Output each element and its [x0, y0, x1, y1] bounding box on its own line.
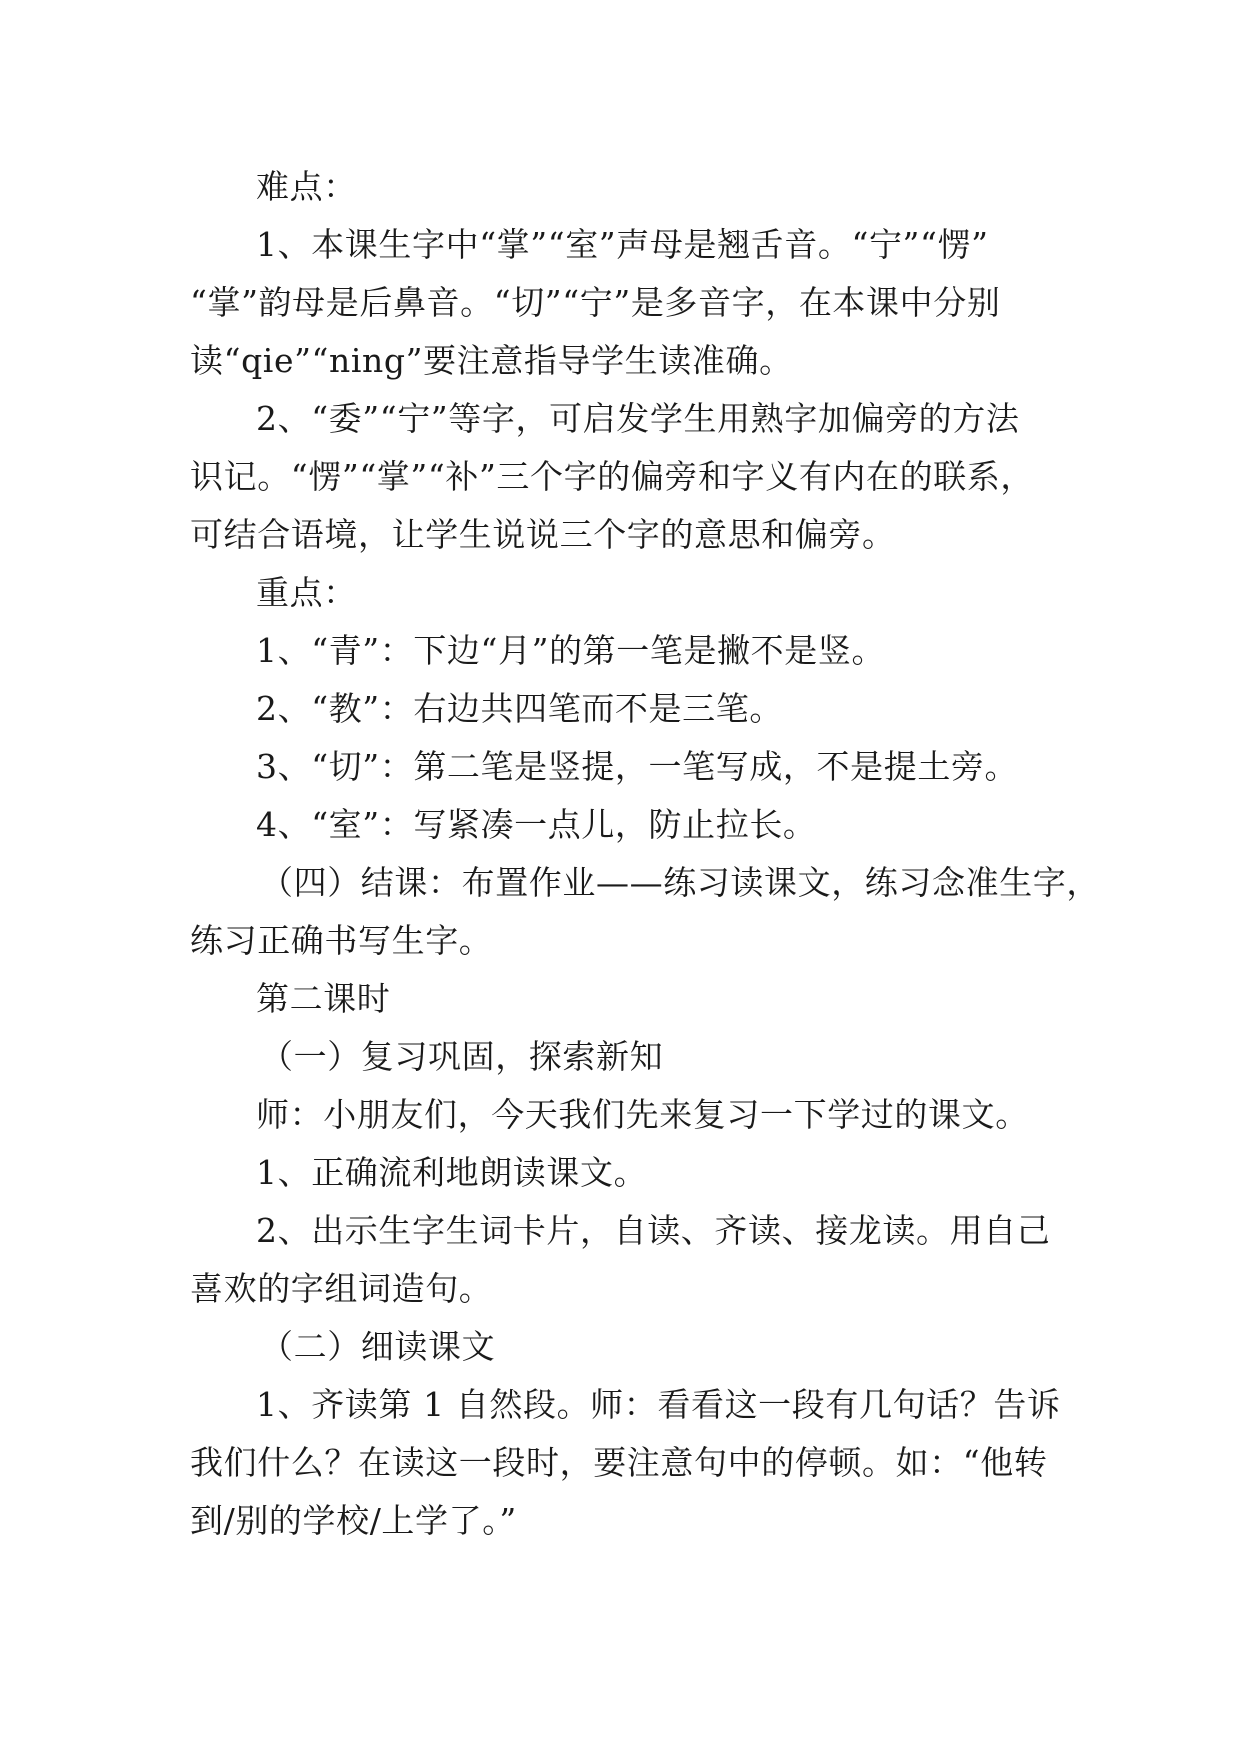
paragraph-line: 喜欢的字组词造句。 — [190, 1269, 493, 1308]
paragraph-line: 1、正确流利地朗读课文。 — [256, 1153, 648, 1192]
paragraph-line: 2、出示生字生词卡片，自读、齐读、接龙读。用自己 — [256, 1211, 1051, 1250]
paragraph-line: 练习正确书写生字。 — [190, 921, 493, 960]
section-heading: （二）细读课文 — [260, 1327, 496, 1366]
paragraph-line: 到/别的学校/上学了。” — [190, 1501, 517, 1540]
paragraph-line: 识记。“愣”“掌”“补”三个字的偏旁和字义有内在的联系， — [190, 457, 1035, 496]
heading-key-points: 重点： — [256, 573, 357, 612]
paragraph-line: 2、“教”：右边共四笔而不是三笔。 — [256, 689, 783, 728]
paragraph-line: “掌”韵母是后鼻音。“切”“宁”是多音字，在本课中分别 — [190, 283, 1001, 322]
heading-second-lesson: 第二课时 — [256, 979, 391, 1018]
paragraph-line: 师：小朋友们，今天我们先来复习一下学过的课文。 — [256, 1095, 1029, 1134]
paragraph-line: 读“qie”“ning”要注意指导学生读准确。 — [190, 341, 793, 380]
paragraph-line: 3、“切”：第二笔是竖提，一笔写成，不是提土旁。 — [256, 747, 1019, 786]
paragraph-line: 可结合语境，让学生说说三个字的意思和偏旁。 — [190, 515, 896, 554]
section-heading: （一）复习巩固，探索新知 — [260, 1037, 664, 1076]
heading-difficulties: 难点： — [256, 167, 357, 206]
paragraph-line: 2、“委”“宁”等字，可启发学生用熟字加偏旁的方法 — [256, 399, 1020, 438]
paragraph-line: （四）结课：布置作业——练习读课文，练习念准生字， — [260, 863, 1100, 902]
paragraph-line: 1、本课生字中“掌”“室”声母是翘舌音。“宁”“愣” — [256, 225, 989, 264]
paragraph-line: 4、“室”：写紧凑一点儿，防止拉长。 — [256, 805, 817, 844]
paragraph-line: 我们什么？在读这一段时，要注意句中的停顿。如：“他转 — [190, 1443, 1048, 1482]
paragraph-line: 1、“青”：下边“月”的第一笔是撇不是竖。 — [256, 631, 886, 670]
document-body — [190, 158, 1100, 1550]
paragraph-line: 1、齐读第 1 自然段。师：看看这一段有几句话？告诉 — [256, 1385, 1061, 1424]
